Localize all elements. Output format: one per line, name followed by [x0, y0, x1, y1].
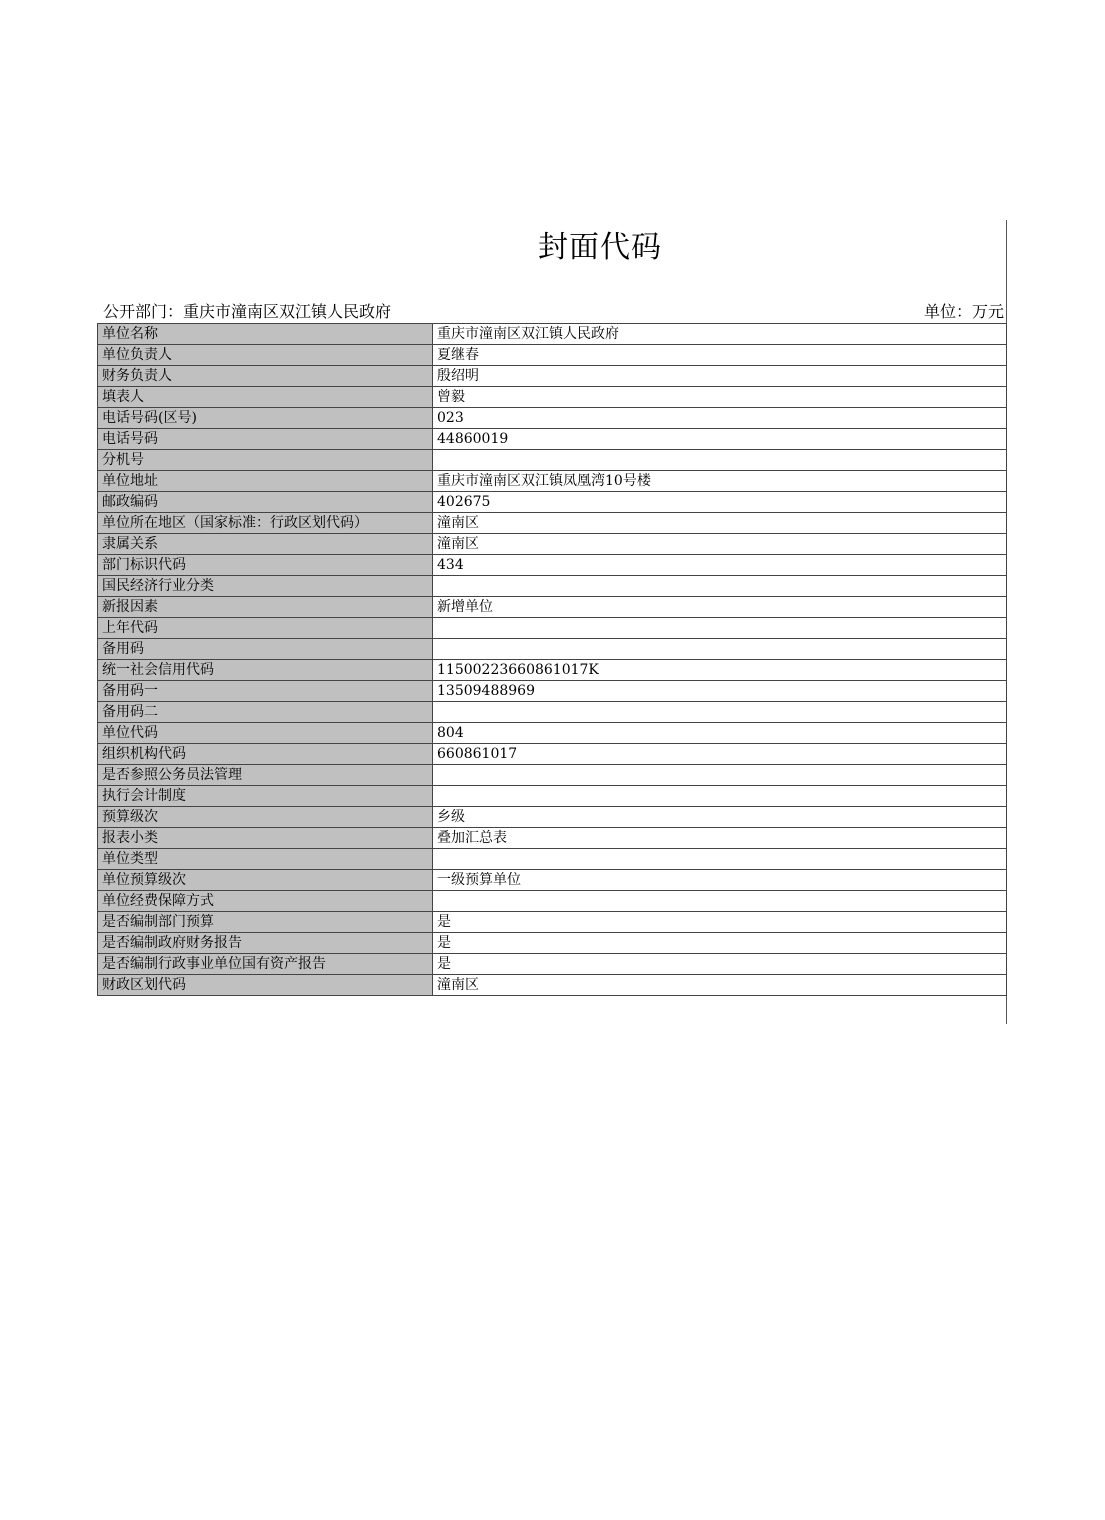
page-title: 封面代码 — [538, 230, 662, 265]
field-label: 备用码二 — [98, 702, 433, 723]
field-value: 402675 — [433, 492, 1007, 513]
field-value: 434 — [433, 555, 1007, 576]
field-value: 重庆市潼南区双江镇人民政府 — [433, 324, 1007, 345]
field-label: 备用码 — [98, 639, 433, 660]
table-row — [98, 450, 1007, 471]
field-label: 财务负责人 — [98, 366, 433, 387]
table-row — [98, 618, 1007, 639]
field-label: 是否参照公务员法管理 — [98, 765, 433, 786]
table-row — [98, 597, 1007, 618]
field-value — [433, 786, 1007, 807]
department-label: 公开部门：重庆市潼南区双江镇人民政府 — [103, 302, 392, 321]
field-label: 单位负责人 — [98, 345, 433, 366]
table-row — [98, 324, 1007, 345]
field-label: 是否编制政府财务报告 — [98, 933, 433, 954]
table-row — [98, 870, 1007, 891]
field-value: 804 — [433, 723, 1007, 744]
table-row — [98, 555, 1007, 576]
table-row — [98, 387, 1007, 408]
field-value: 潼南区 — [433, 534, 1007, 555]
field-label: 报表小类 — [98, 828, 433, 849]
table-row — [98, 744, 1007, 765]
field-value: 新增单位 — [433, 597, 1007, 618]
field-value — [433, 849, 1007, 870]
field-value: 重庆市潼南区双江镇凤凰湾10号楼 — [433, 471, 1007, 492]
field-label: 单位预算级次 — [98, 870, 433, 891]
cover-code-table — [97, 323, 1007, 996]
field-label: 组织机构代码 — [98, 744, 433, 765]
field-value — [433, 639, 1007, 660]
table-row — [98, 492, 1007, 513]
table-row — [98, 828, 1007, 849]
table-row — [98, 513, 1007, 534]
field-value: 夏继春 — [433, 345, 1007, 366]
field-label: 邮政编码 — [98, 492, 433, 513]
table-row — [98, 702, 1007, 723]
field-value: 一级预算单位 — [433, 870, 1007, 891]
field-value: 是 — [433, 954, 1007, 975]
table-row — [98, 723, 1007, 744]
field-value: 是 — [433, 912, 1007, 933]
field-value: 11500223660861017K — [433, 660, 1007, 681]
table-row — [98, 912, 1007, 933]
field-label: 统一社会信用代码 — [98, 660, 433, 681]
field-label: 电话号码(区号) — [98, 408, 433, 429]
field-label: 预算级次 — [98, 807, 433, 828]
table-row — [98, 408, 1007, 429]
field-label: 单位经费保障方式 — [98, 891, 433, 912]
field-value: 叠加汇总表 — [433, 828, 1007, 849]
field-label: 新报因素 — [98, 597, 433, 618]
field-label: 隶属关系 — [98, 534, 433, 555]
table-row — [98, 576, 1007, 597]
table-row — [98, 765, 1007, 786]
table-row — [98, 681, 1007, 702]
field-value: 曾毅 — [433, 387, 1007, 408]
table-row — [98, 786, 1007, 807]
field-label: 单位名称 — [98, 324, 433, 345]
field-label: 电话号码 — [98, 429, 433, 450]
field-value — [433, 765, 1007, 786]
field-value: 潼南区 — [433, 975, 1007, 996]
field-label: 是否编制部门预算 — [98, 912, 433, 933]
field-label: 国民经济行业分类 — [98, 576, 433, 597]
field-value — [433, 891, 1007, 912]
field-label: 财政区划代码 — [98, 975, 433, 996]
field-value: 023 — [433, 408, 1007, 429]
field-label: 部门标识代码 — [98, 555, 433, 576]
table-row — [98, 891, 1007, 912]
field-value — [433, 702, 1007, 723]
table-row — [98, 345, 1007, 366]
field-value: 44860019 — [433, 429, 1007, 450]
field-value: 13509488969 — [433, 681, 1007, 702]
table-row — [98, 534, 1007, 555]
field-value — [433, 618, 1007, 639]
table-row — [98, 660, 1007, 681]
field-label: 是否编制行政事业单位国有资产报告 — [98, 954, 433, 975]
table-row — [98, 849, 1007, 870]
table-row — [98, 471, 1007, 492]
table-row — [98, 807, 1007, 828]
field-label: 单位地址 — [98, 471, 433, 492]
field-value: 乡级 — [433, 807, 1007, 828]
cover-table-body — [98, 324, 1007, 996]
field-value: 潼南区 — [433, 513, 1007, 534]
table-row — [98, 933, 1007, 954]
field-value: 是 — [433, 933, 1007, 954]
field-label: 单位类型 — [98, 849, 433, 870]
table-row — [98, 975, 1007, 996]
field-value — [433, 576, 1007, 597]
field-label: 执行会计制度 — [98, 786, 433, 807]
field-label: 单位代码 — [98, 723, 433, 744]
field-label: 备用码一 — [98, 681, 433, 702]
field-label: 填表人 — [98, 387, 433, 408]
field-label: 分机号 — [98, 450, 433, 471]
table-row — [98, 366, 1007, 387]
field-label: 上年代码 — [98, 618, 433, 639]
unit-label: 单位：万元 — [923, 302, 1004, 321]
table-row — [98, 639, 1007, 660]
field-label: 单位所在地区（国家标准：行政区划代码） — [98, 513, 433, 534]
field-value: 殷绍明 — [433, 366, 1007, 387]
table-row — [98, 954, 1007, 975]
table-row — [98, 429, 1007, 450]
field-value: 660861017 — [433, 744, 1007, 765]
field-value — [433, 450, 1007, 471]
